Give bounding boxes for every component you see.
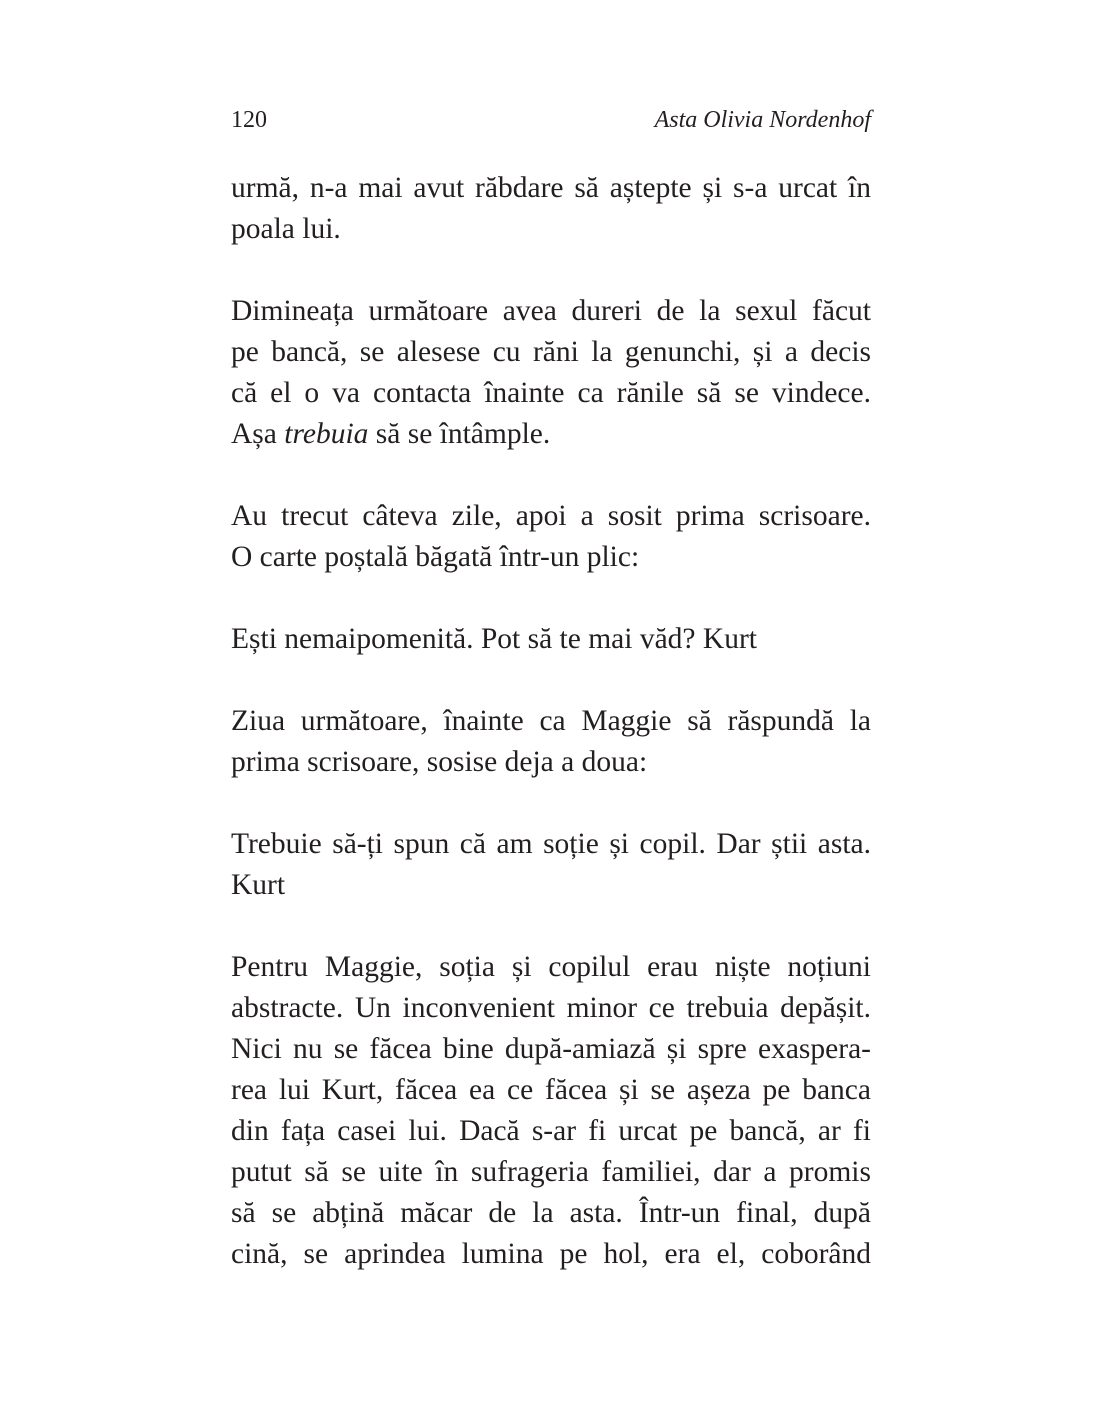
letter-quote xyxy=(231,619,871,660)
text-run: să se întâmple. xyxy=(368,418,551,450)
text-line: Au trecut câteva zile, apoi a sosit prima scrisoare. xyxy=(231,500,871,532)
text-line: să se abțină măcar de la asta. Într-un final, după xyxy=(231,1197,871,1229)
letter-quote xyxy=(231,824,871,906)
text-line: Kurt xyxy=(231,869,286,901)
text-line: că el o va contacta înainte ca rănile să se vindece. xyxy=(231,377,871,409)
text-line: Ești nemaipomenită. Pot să te mai văd? Kurt xyxy=(231,623,757,655)
paragraph xyxy=(231,496,871,578)
text-run: Așa xyxy=(231,418,285,450)
paragraph xyxy=(231,291,871,455)
text-line: poala lui. xyxy=(231,213,341,245)
text-line: pe bancă, se alesese cu răni la genunchi, și a decis xyxy=(231,336,871,368)
text-line: putut să se uite în sufrageria familiei, dar a promis xyxy=(231,1156,871,1188)
paragraph xyxy=(231,168,871,250)
italic-emphasis: trebuia xyxy=(284,418,369,450)
text-line xyxy=(231,414,871,455)
text-line: prima scrisoare, sosise deja a doua: xyxy=(231,746,648,778)
text-line: urmă, n-a mai avut răbdare să aștepte și s-a urcat în xyxy=(231,172,871,204)
paragraph xyxy=(231,701,871,783)
text-line: Trebuie să-ți spun că am soție și copil. Dar știi asta. xyxy=(231,828,871,860)
running-head-author: Asta Olivia Nordenhof xyxy=(654,107,871,133)
text-line: rea lui Kurt, făcea ea ce făcea și se așeza pe banca xyxy=(231,1074,871,1106)
text-line: Ziua următoare, înainte ca Maggie să răspundă la xyxy=(231,705,871,737)
text-line: Pentru Maggie, soția și copilul erau niște noțiuni xyxy=(231,951,871,983)
text-line: abstracte. Un inconvenient minor ce trebuia depășit. xyxy=(231,992,871,1024)
body-text xyxy=(231,168,871,1316)
text-line: din fața casei lui. Dacă s-ar fi urcat pe bancă, ar fi xyxy=(231,1115,871,1147)
text-line: cină, se aprindea lumina pe hol, era el, coborând xyxy=(231,1238,871,1270)
paragraph xyxy=(231,947,871,1275)
text-line: Nici nu se făcea bine după-amiază și spre exaspera- xyxy=(231,1033,871,1065)
text-line: O carte poștală băgată într-un plic: xyxy=(231,541,640,573)
page-number: 120 xyxy=(231,107,267,133)
text-line: Dimineața următoare avea dureri de la sexul făcut xyxy=(231,295,871,327)
page-header xyxy=(231,104,871,136)
